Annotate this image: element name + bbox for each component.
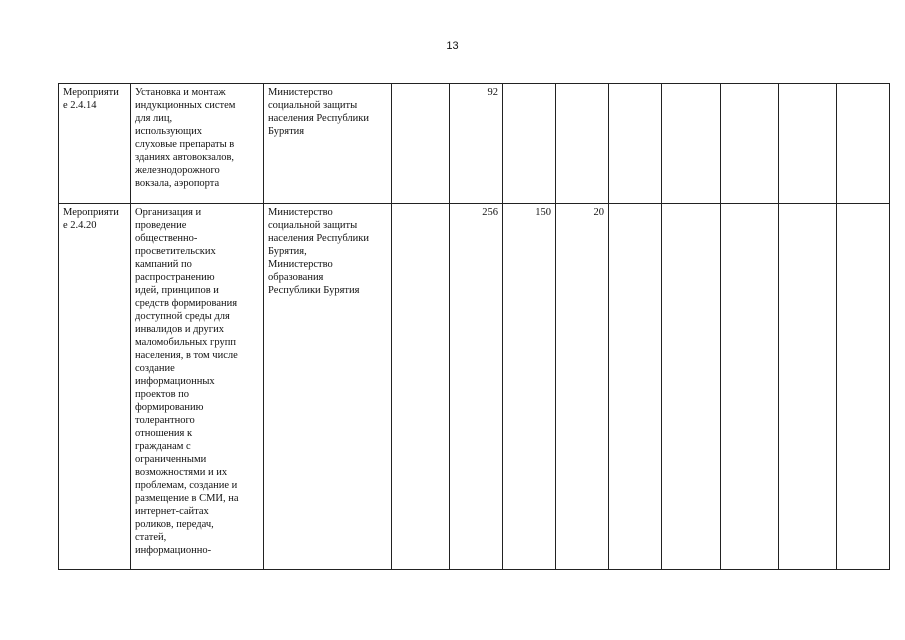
activity-description-cell: Организация и проведение общественно- просветительских кампаний по распространению идей, принципов и средств формирования доступной среды для инвалидов и других маломобильных групп населения, в том числе создание информационных проектов по формированию толерантного отношения к гражданам с ограниченными возможностями и их проблемам, создание и размещение в СМИ, на интернет-сайтах роликов, передач, статей, информационно-: [131, 204, 264, 570]
value-cell: 256: [450, 204, 503, 570]
value-cell: [609, 84, 662, 204]
value-cell: [662, 204, 721, 570]
activity-code-cell: Мероприяти е 2.4.20: [59, 204, 131, 570]
value-cell: 150: [503, 204, 556, 570]
value-cell: [837, 84, 890, 204]
value-cell: [556, 84, 609, 204]
value-cell: [779, 84, 837, 204]
executor-cell: Министерство социальной защиты населения Республики Бурятия, Министерство образования Республики Бурятия: [264, 204, 392, 570]
value-cell: [662, 84, 721, 204]
value-cell: [392, 204, 450, 570]
table-row: [59, 84, 890, 204]
value-cell: 92: [450, 84, 503, 204]
executor-cell: Министерство социальной защиты населения Республики Бурятия: [264, 84, 392, 204]
activity-code-cell: Мероприяти е 2.4.14: [59, 84, 131, 204]
value-cell: [392, 84, 450, 204]
value-cell: [609, 204, 662, 570]
value-cell: [721, 204, 779, 570]
value-cell: [721, 84, 779, 204]
program-table: [58, 83, 890, 570]
page-number: 13: [446, 40, 459, 52]
value-cell: [779, 204, 837, 570]
activity-description-cell: Установка и монтаж индукционных систем для лиц, использующих слуховые препараты в зданиях автовокзалов, железнодорожного вокзала, аэропорта: [131, 84, 264, 204]
value-cell: 20: [556, 204, 609, 570]
value-cell: [503, 84, 556, 204]
value-cell: [837, 204, 890, 570]
table-row: [59, 204, 890, 570]
